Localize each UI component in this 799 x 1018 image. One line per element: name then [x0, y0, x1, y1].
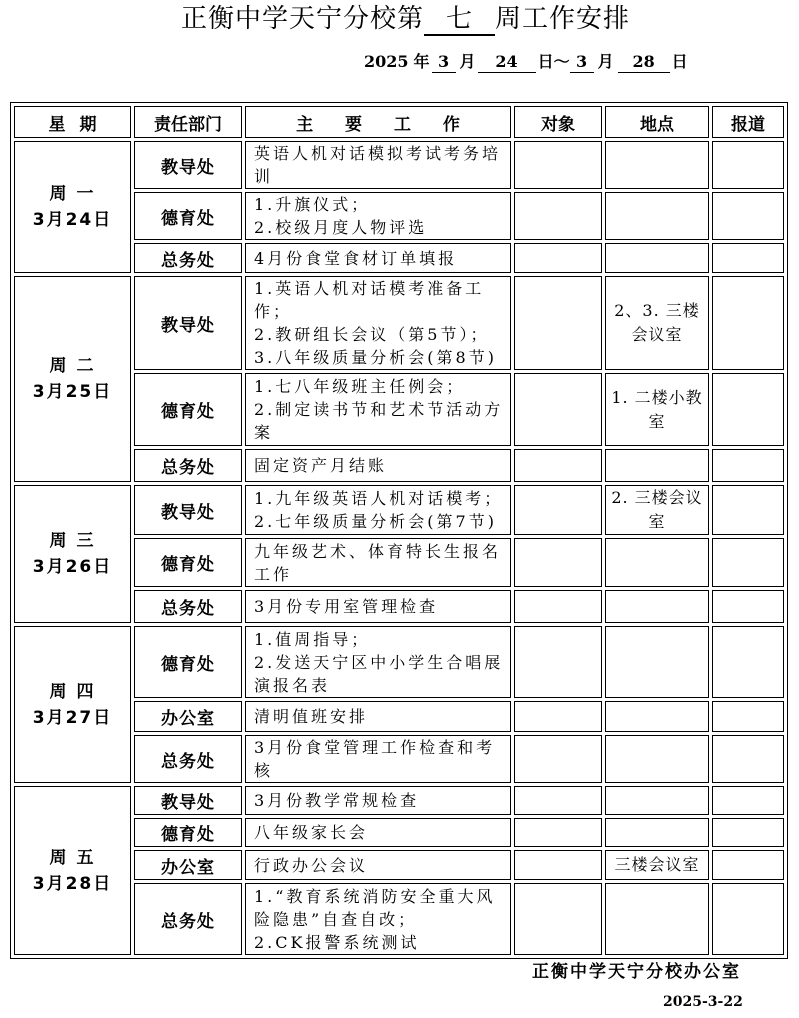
header-main-work: 主 要 工 作	[245, 106, 511, 138]
title-week-number: 七	[424, 4, 495, 36]
department-cell: 德育处	[134, 192, 242, 240]
work-item: 2.制定读书节和艺术节活动方案	[254, 400, 504, 442]
report-cell	[712, 883, 784, 955]
department-cell: 总务处	[134, 735, 242, 783]
department-cell: 教导处	[134, 786, 242, 815]
date-range	[364, 51, 688, 73]
target-cell	[514, 735, 602, 783]
work-cell	[245, 590, 511, 623]
work-cell	[245, 701, 511, 732]
department-cell: 德育处	[134, 538, 242, 587]
work-cell	[245, 373, 511, 446]
work-cell	[245, 850, 511, 880]
department-cell: 教导处	[134, 141, 242, 189]
location-cell	[605, 818, 709, 847]
report-cell	[712, 449, 784, 482]
work-item: 3.八年级质量分析会(第8节)	[254, 348, 497, 367]
header-weekday: 星 期	[14, 106, 131, 138]
target-cell	[514, 449, 602, 482]
location-cell	[605, 449, 709, 482]
work-item: 固定资产月结账	[254, 456, 388, 475]
report-cell	[712, 192, 784, 240]
work-item: 1.七八年级班主任例会；	[254, 377, 466, 396]
date-label: 3月25日	[32, 382, 113, 402]
department-cell: 办公室	[134, 850, 242, 880]
target-cell	[514, 818, 602, 847]
weekday-label: 周 三	[49, 531, 96, 551]
date-year: 2025	[364, 52, 409, 71]
work-item: 2.教研组长会议（第5节）；	[254, 325, 490, 344]
report-cell	[712, 786, 784, 815]
report-cell	[712, 538, 784, 587]
footer-date: 2025-3-22	[663, 994, 743, 1010]
date-label: 3月26日	[32, 557, 113, 577]
target-cell	[514, 192, 602, 240]
report-cell	[712, 850, 784, 880]
work-item: 4月份食堂食材订单填报	[254, 248, 458, 268]
day-cell	[14, 626, 131, 783]
work-cell	[245, 449, 511, 482]
work-cell	[245, 192, 511, 240]
target-cell	[514, 626, 602, 698]
location-cell	[605, 141, 709, 189]
department-cell: 办公室	[134, 701, 242, 732]
weekday-label: 周 四	[49, 681, 96, 702]
report-cell	[712, 626, 784, 698]
location-cell	[605, 243, 709, 273]
location-cell	[605, 192, 709, 240]
date-end-day-unit: 日	[671, 52, 688, 71]
work-item: 英语人机对话模拟考试考务培训	[254, 144, 502, 186]
work-item: 1.英语人机对话模考准备工作；	[254, 279, 485, 321]
department-cell: 教导处	[134, 485, 242, 535]
report-cell	[712, 735, 784, 783]
department-cell: 德育处	[134, 373, 242, 446]
location-cell	[605, 626, 709, 698]
work-cell	[245, 735, 511, 783]
work-cell	[245, 141, 511, 189]
work-item: 1.值周指导；	[254, 629, 371, 649]
target-cell	[514, 538, 602, 587]
schedule-table	[10, 102, 788, 959]
work-item: 3月份教学常规检查	[254, 791, 420, 810]
department-cell: 德育处	[134, 818, 242, 847]
header-department: 责任部门	[134, 106, 242, 138]
page-title	[181, 0, 630, 38]
target-cell	[514, 701, 602, 732]
work-item: 八年级家长会	[254, 823, 369, 842]
day-cell	[14, 141, 131, 273]
work-cell	[245, 626, 511, 698]
schedule-row	[14, 786, 784, 815]
report-cell	[712, 818, 784, 847]
report-cell	[712, 485, 784, 535]
department-cell: 总务处	[134, 883, 242, 955]
target-cell	[514, 276, 602, 370]
date-start-day: 24	[478, 52, 536, 73]
target-cell	[514, 243, 602, 273]
schedule-row	[14, 141, 784, 189]
work-item: 3月份专用室管理检查	[254, 597, 439, 616]
location-cell: 1. 二楼小教室	[605, 373, 709, 446]
work-item: 2.CK报警系统测试	[254, 932, 420, 952]
location-cell: 2、3. 三楼会议室	[605, 276, 709, 370]
location-cell: 三楼会议室	[605, 850, 709, 880]
location-cell	[605, 590, 709, 623]
department-cell: 总务处	[134, 449, 242, 482]
date-label: 3月28日	[32, 873, 113, 894]
footer-office-signature: 正衡中学天宁分校办公室	[532, 962, 741, 982]
schedule-row	[14, 276, 784, 370]
department-cell: 总务处	[134, 590, 242, 623]
date-start-month: 3	[432, 52, 456, 73]
schedule-row	[14, 626, 784, 698]
day-cell	[14, 485, 131, 623]
department-cell: 总务处	[134, 243, 242, 273]
work-cell	[245, 276, 511, 370]
work-cell	[245, 818, 511, 847]
date-start-month-unit: 月	[459, 52, 476, 71]
report-cell	[712, 243, 784, 273]
location-cell	[605, 538, 709, 587]
work-item: 2.发送天宁区中小学生合唱展演报名表	[254, 652, 504, 695]
header-location: 地点	[605, 106, 709, 138]
report-cell	[712, 373, 784, 446]
work-cell	[245, 883, 511, 955]
work-item: 1.升旗仪式；	[254, 195, 371, 214]
header-row	[14, 106, 784, 138]
location-cell	[605, 735, 709, 783]
location-cell	[605, 786, 709, 815]
date-start-day-unit: 日～	[537, 52, 570, 71]
target-cell	[514, 883, 602, 955]
work-cell	[245, 538, 511, 587]
work-item: 1.九年级英语人机对话模考；	[254, 489, 504, 508]
target-cell	[514, 590, 602, 623]
target-cell	[514, 141, 602, 189]
work-item: 清明值班安排	[254, 707, 369, 726]
weekday-label: 周 五	[49, 847, 96, 868]
work-item: 3月份食堂管理工作检查和考核	[254, 738, 496, 780]
work-cell	[245, 786, 511, 815]
department-cell: 德育处	[134, 626, 242, 698]
work-item: 九年级艺术、体育特长生报名工作	[254, 541, 502, 584]
location-cell	[605, 701, 709, 732]
title-prefix: 正衡中学天宁分校第	[181, 4, 425, 34]
date-label: 3月24日	[32, 210, 113, 230]
target-cell	[514, 786, 602, 815]
target-cell	[514, 485, 602, 535]
location-cell	[605, 883, 709, 955]
location-cell: 2. 三楼会议室	[605, 485, 709, 535]
report-cell	[712, 701, 784, 732]
department-cell: 教导处	[134, 276, 242, 370]
work-cell	[245, 485, 511, 535]
day-cell	[14, 276, 131, 482]
header-report: 报道	[712, 106, 784, 138]
work-item: 行政办公会议	[254, 855, 369, 875]
schedule-row	[14, 485, 784, 535]
header-target: 对象	[514, 106, 602, 138]
date-end-day: 28	[618, 52, 670, 73]
work-item: 1.“教育系统消防安全重大风险隐患”自查自改；	[254, 886, 496, 929]
title-suffix: 周工作安排	[495, 4, 631, 34]
work-item: 2.七年级质量分析会(第7节)	[254, 512, 497, 531]
date-end-month-unit: 月	[597, 52, 614, 71]
report-cell	[712, 590, 784, 623]
target-cell	[514, 850, 602, 880]
report-cell	[712, 141, 784, 189]
report-cell	[712, 276, 784, 370]
weekday-label: 周 二	[49, 356, 96, 376]
weekday-label: 周 一	[49, 184, 96, 204]
target-cell	[514, 373, 602, 446]
day-cell	[14, 786, 131, 955]
schedule-body	[14, 141, 784, 955]
date-end-month: 3	[570, 52, 594, 73]
work-cell	[245, 243, 511, 273]
date-label: 3月27日	[32, 707, 113, 728]
date-year-unit: 年	[413, 52, 430, 71]
work-item: 2.校级月度人物评选	[254, 218, 428, 237]
